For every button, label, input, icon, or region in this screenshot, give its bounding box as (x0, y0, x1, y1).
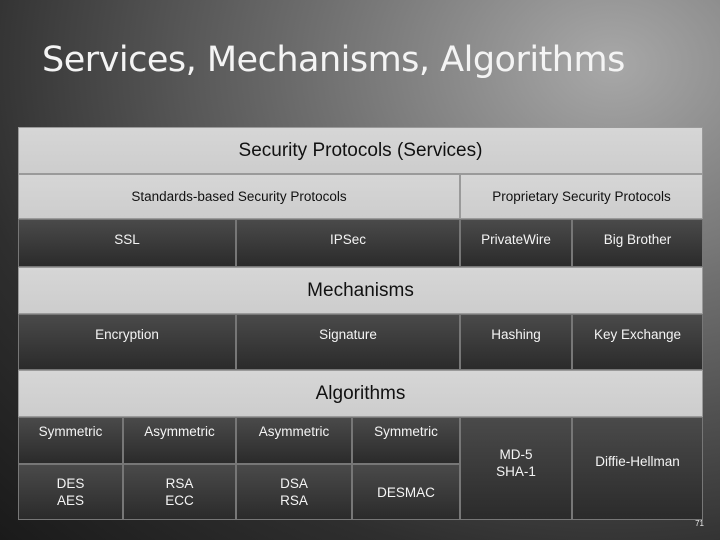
algorithm-value: SHA-1 (496, 464, 536, 479)
service-privatewire: PrivateWire (460, 219, 572, 267)
standards-protocols-label: Standards-based Security Protocols (18, 174, 460, 219)
mechanism-encryption: Encryption (18, 314, 236, 370)
algorithm-values-asymmetric-encryption (123, 464, 236, 520)
service-big-brother: Big Brother (572, 219, 703, 267)
algorithm-value: RSA (280, 493, 308, 508)
mechanism-key-exchange: Key Exchange (572, 314, 703, 370)
algorithm-type-asymmetric: Asymmetric (123, 417, 236, 464)
algorithm-value: DSA (280, 476, 308, 491)
algorithm-value: MD-5 (499, 447, 533, 462)
algorithms-header: Algorithms (18, 370, 703, 417)
algorithm-value: ECC (165, 493, 194, 508)
slide-title: Services, Mechanisms, Algorithms (42, 40, 625, 80)
algorithm-values-asymmetric-signature (236, 464, 352, 520)
algorithm-values-key-exchange: Diffie-Hellman (572, 417, 703, 520)
mechanisms-header: Mechanisms (18, 267, 703, 314)
algorithm-value: RSA (165, 476, 194, 491)
algorithm-value: AES (56, 493, 84, 508)
mechanism-signature: Signature (236, 314, 460, 370)
algorithm-value: DESMAC (377, 484, 435, 500)
algorithm-value: DES (56, 476, 85, 491)
algorithm-type-symmetric: Symmetric (18, 417, 123, 464)
algorithm-type-asymmetric: Asymmetric (236, 417, 352, 464)
algorithm-type-symmetric: Symmetric (352, 417, 460, 464)
service-ipsec: IPSec (236, 219, 460, 267)
page-number: 71 (695, 519, 704, 528)
algorithm-values-symmetric-encryption (18, 464, 123, 520)
mechanism-hashing: Hashing (460, 314, 572, 370)
proprietary-protocols-label: Proprietary Security Protocols (460, 174, 703, 219)
services-header: Security Protocols (Services) (18, 127, 703, 174)
algorithm-values-symmetric-signature (352, 464, 460, 520)
service-ssl: SSL (18, 219, 236, 267)
algorithm-values-hashing (460, 417, 572, 520)
